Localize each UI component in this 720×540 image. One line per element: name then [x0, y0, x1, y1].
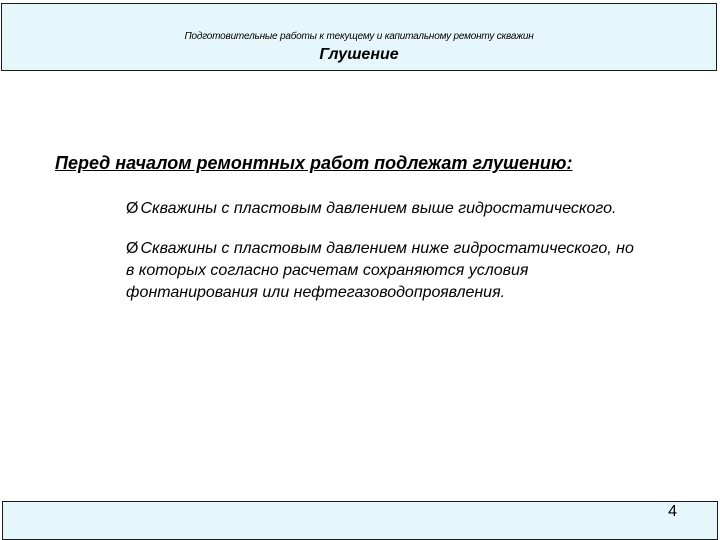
list-item [126, 198, 646, 220]
arrow-bullet-icon: Ø [126, 200, 139, 217]
slide-subtitle: Подготовительные работы к текущему и капитальному ремонту скважин [184, 31, 534, 42]
list-item [126, 238, 646, 304]
footer-banner [2, 501, 718, 540]
page-number: 4 [668, 503, 677, 520]
bullet-list [126, 198, 646, 322]
slide-title: Глушение [319, 46, 399, 63]
bullet-text: Скважины с пластовым давлением ниже гидростатического, но в которых согласно расчетам сохраняются условия фонтанирования или нефтегазоводопроявления. [126, 240, 634, 301]
bullet-text: Скважины с пластовым давлением выше гидростатического. [140, 200, 617, 217]
section-heading: Перед началом ремонтных работ подлежат глушению: [55, 153, 573, 173]
arrow-bullet-icon: Ø [126, 240, 139, 257]
header-banner [1, 3, 717, 71]
